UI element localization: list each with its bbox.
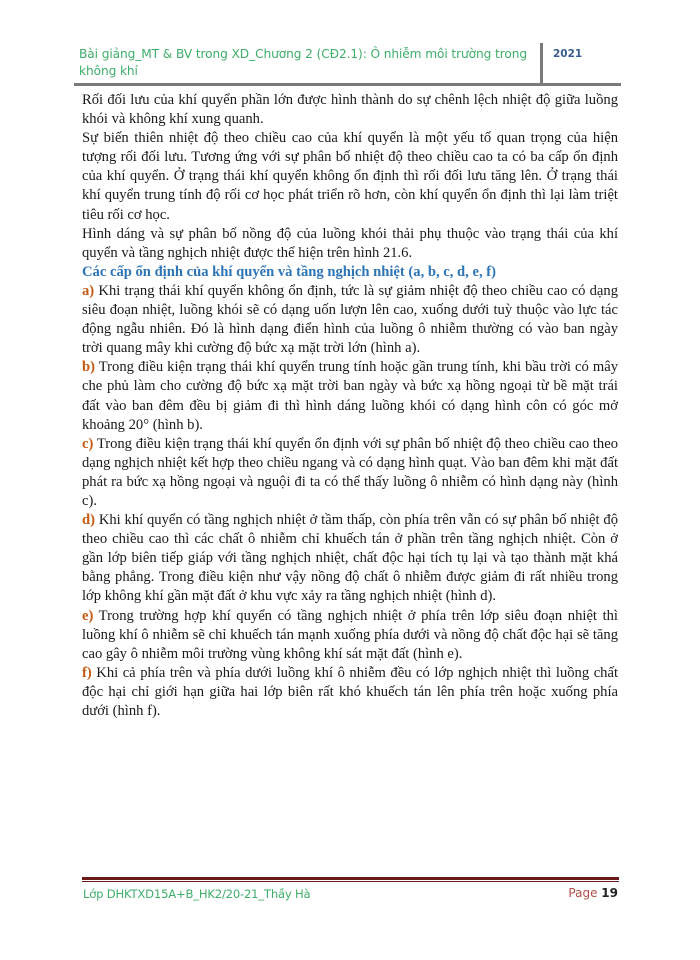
header-year: 2021 <box>553 48 583 60</box>
header-title: Bài giảng_MT & BV trong XD_Chương 2 (CĐ2.1): Ô nhiễm môi trường trong không khí <box>79 47 527 78</box>
header-rule <box>74 83 621 86</box>
footer-class-label: Lớp DHKTXD15A+B_HK2/20-21_Thầy Hà <box>83 887 311 901</box>
item-text: Khi khí quyển có tầng nghịch nhiệt ở tầm thấp, còn phía trên vẫn có sự phân bố nhiệt độ theo chiều cao thì các chất ô nhiễm chỉ khuếch tán ở phần trên tầng nghịch nhiệt. Còn ở gần lớp biên tiếp giáp với tầng nghịch nhiệt, chất độc hại tích tụ lại và tạo thành mặt khá bằng phẳng. Trong điều kiện như vậy nồng độ chất ô nhiễm được giảm đi rất nhiều trong lớp không khí gần mặt đất ở khu vực xảy ra tầng nghịch nhiệt (hình d). <box>82 512 618 605</box>
footer-rule-thin <box>82 881 619 882</box>
item-text: Trong điều kiện trạng thái khí quyển trung tính hoặc gần trung tính, khi bầu trời có mây che phủ làm cho cường độ bức xạ mặt trời ban ngày và bức xạ hồng ngoại từ bề mặt trái đất vào ban đêm đều bị giảm đi thì hình dáng luồng khói có dạng hình côn có góc mở khoảng 20° (hình b). <box>82 359 618 433</box>
item-text: Khi cả phía trên và phía dưới luồng khí ô nhiễm đều có lớp nghịch nhiệt thì luồng chất độc hại chỉ giới hạn giữa hai lớp biên rất khó khuếch tán lên phía trên hoặc xuống phía dưới (hình f). <box>82 664 618 719</box>
paragraph: Hình dáng và sự phân bố nồng độ của luồng khói thải phụ thuộc vào trạng thái của khí quyển và tầng nghịch nhiệt được thể hiện trên hình 21.6. <box>82 225 618 261</box>
item-label: a) <box>82 282 95 299</box>
item-label: d) <box>82 512 95 529</box>
paragraph: Sự biến thiên nhiệt độ theo chiều cao của khí quyển là một yếu tố quan trọng của hiện tượng rối đối lưu. Tương ứng với sự phân bố nhiệt độ theo chiều cao ta có ba cấp ổn định của khí quyển. Ở trạng thái khí quyển không ổn định thì rối đối lưu tăng lên. Ở trạng thái khí quyển trung tính độ rối cơ học phát triển rõ hơn, còn khí quyển ổn định thì lại làm triệt tiêu rối cơ học. <box>82 130 618 223</box>
item-label: e) <box>82 607 94 624</box>
item-text: Trong điều kiện trạng thái khí quyển ổn định với sự phân bố nhiệt độ theo chiều cao theo dạng nghịch nhiệt kết hợp theo chiều ngang và có dạng hình quạt. Vào ban đêm khi mặt đất phát ra bức xạ hồng ngoại và nguội đi ta có thể thấy luồng ô nhiễm có hình dạng này (hình c). <box>82 435 618 509</box>
body-content <box>82 91 618 721</box>
list-item-d <box>82 511 618 606</box>
list-item-a <box>82 282 618 358</box>
item-label: f) <box>82 664 92 681</box>
page-number <box>568 886 618 900</box>
page-label: Page <box>568 886 598 900</box>
footer-rule <box>82 877 619 880</box>
item-text: Khi trạng thái khí quyển không ổn định, tức là sự giảm nhiệt độ theo chiều cao có dạng siêu đoạn nhiệt, luồng khói sẽ có dạng uốn lượn lên cao, xuống dưới tuỳ thuộc vào lực tác động ngẫu nhiên. Đó là hình dạng điển hình của luồng ô nhiễm thường có vào ban ngày trời quang mây khi cường độ bức xạ mặt trời lớn (hình a). <box>82 282 618 357</box>
list-item-b <box>82 358 618 434</box>
section-heading: Các cấp ổn định của khí quyển và tầng nghịch nhiệt (a, b, c, d, e, f) <box>82 263 496 280</box>
paragraph: Rối đối lưu của khí quyển phần lớn được hình thành do sự chênh lệch nhiệt độ giữa luồng khói và không khí xung quanh. <box>82 92 618 128</box>
header-divider <box>540 43 543 85</box>
item-text: Trong trường hợp khí quyển có tầng nghịch nhiệt ở phía trên lớp siêu đoạn nhiệt thì luồng khí ô nhiễm sẽ chỉ khuếch tán mạnh xuống phía dưới và nồng độ chất độc hại sẽ tăng cao gây ô nhiễm môi trường vùng không khí sát mặt đất (hình e). <box>82 607 618 662</box>
list-item-f <box>82 664 618 721</box>
item-label: b) <box>82 359 95 376</box>
page-number-value: 19 <box>601 886 618 900</box>
page-header <box>74 40 621 84</box>
list-item-e <box>82 607 618 664</box>
item-label: c) <box>82 435 94 452</box>
list-item-c <box>82 435 618 511</box>
